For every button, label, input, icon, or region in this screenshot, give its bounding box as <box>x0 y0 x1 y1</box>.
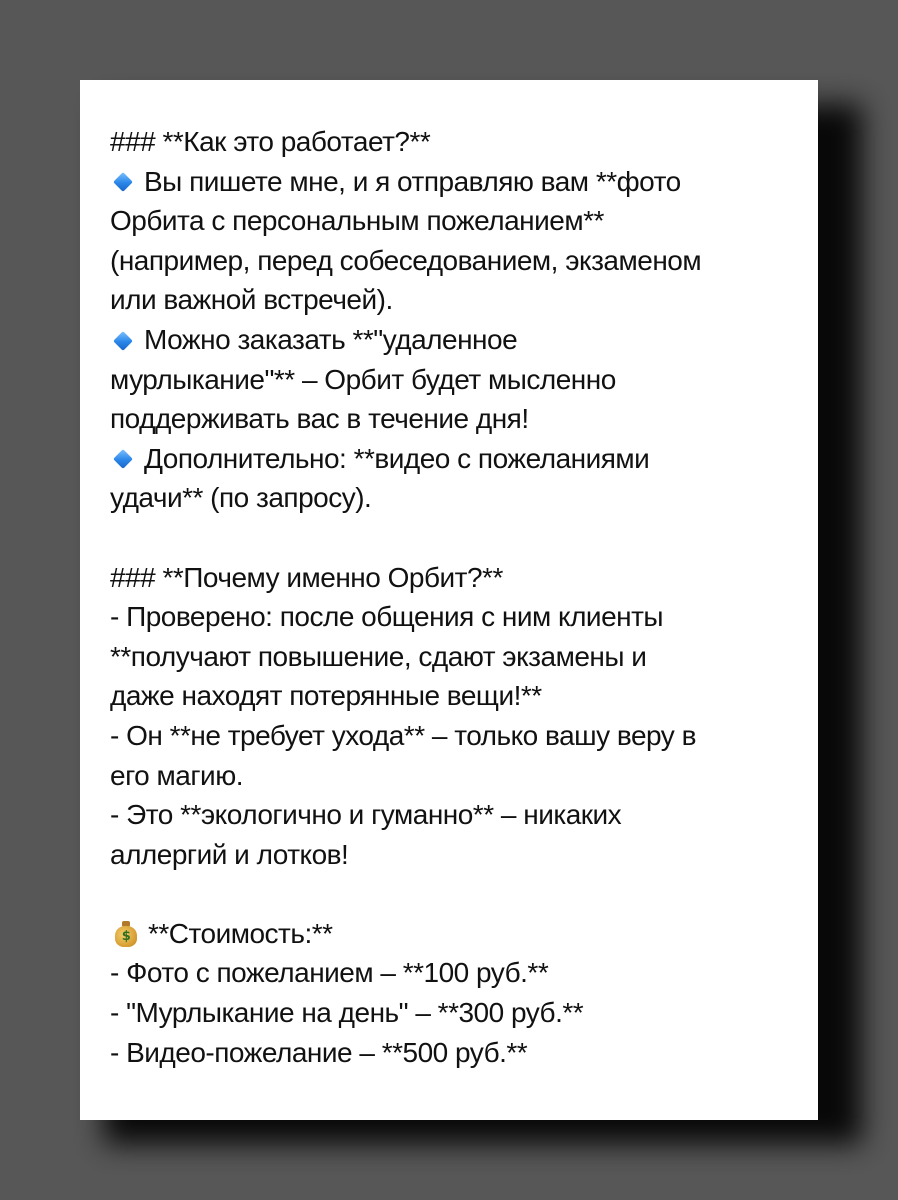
blue-diamond-icon <box>114 332 132 350</box>
text-line: или важной встречей). <box>110 284 393 316</box>
price-heading: $ **Стоимость:** <box>110 914 798 954</box>
list-item: Вы пишете мне, и я отправляю вам **фото <box>110 162 798 202</box>
list-item: Можно заказать **"удаленное <box>110 320 798 360</box>
how-it-works-heading: ### **Как это работает?** <box>110 126 431 157</box>
card-content <box>110 122 798 1072</box>
text-line: аллергий и лотков! <box>110 838 349 870</box>
text-line: Орбита с персональным пожеланием** <box>110 205 604 237</box>
text-line: - Проверено: после общения с ним клиенты <box>110 601 664 633</box>
text-line: мурлыкание"** – Орбит будет мысленно <box>110 363 616 395</box>
price-line: - "Мурлыкание на день" – **300 руб.** <box>110 997 584 1029</box>
text-line: - Он **не требует ухода** – только вашу веру в <box>110 719 696 751</box>
blue-diamond-icon <box>114 173 132 191</box>
blue-diamond-icon <box>114 450 132 468</box>
text-line: его магию. <box>110 759 243 791</box>
text-line: - Это **экологично и гуманно** – никаких <box>110 799 622 831</box>
text-card <box>80 80 818 1120</box>
money-bag-icon: $ <box>114 921 138 947</box>
text-line: (например, перед собеседованием, экзаменом <box>110 244 702 276</box>
text-line: поддерживать вас в течение дня! <box>110 403 529 435</box>
price-line: - Фото с пожеланием – **100 руб.** <box>110 957 549 989</box>
text-line: удачи** (по запросу). <box>110 482 372 514</box>
text-line: даже находят потерянные вещи!** <box>110 680 542 712</box>
list-item: Дополнительно: **видео с пожеланиями <box>110 439 798 479</box>
price-line: - Видео-пожелание – **500 руб.** <box>110 1036 528 1068</box>
paragraph-gap <box>110 874 798 914</box>
text-line: **получают повышение, сдают экзамены и <box>110 640 647 672</box>
why-orbit-heading: ### **Почему именно Орбит?** <box>110 561 503 593</box>
paragraph-gap <box>110 518 798 558</box>
